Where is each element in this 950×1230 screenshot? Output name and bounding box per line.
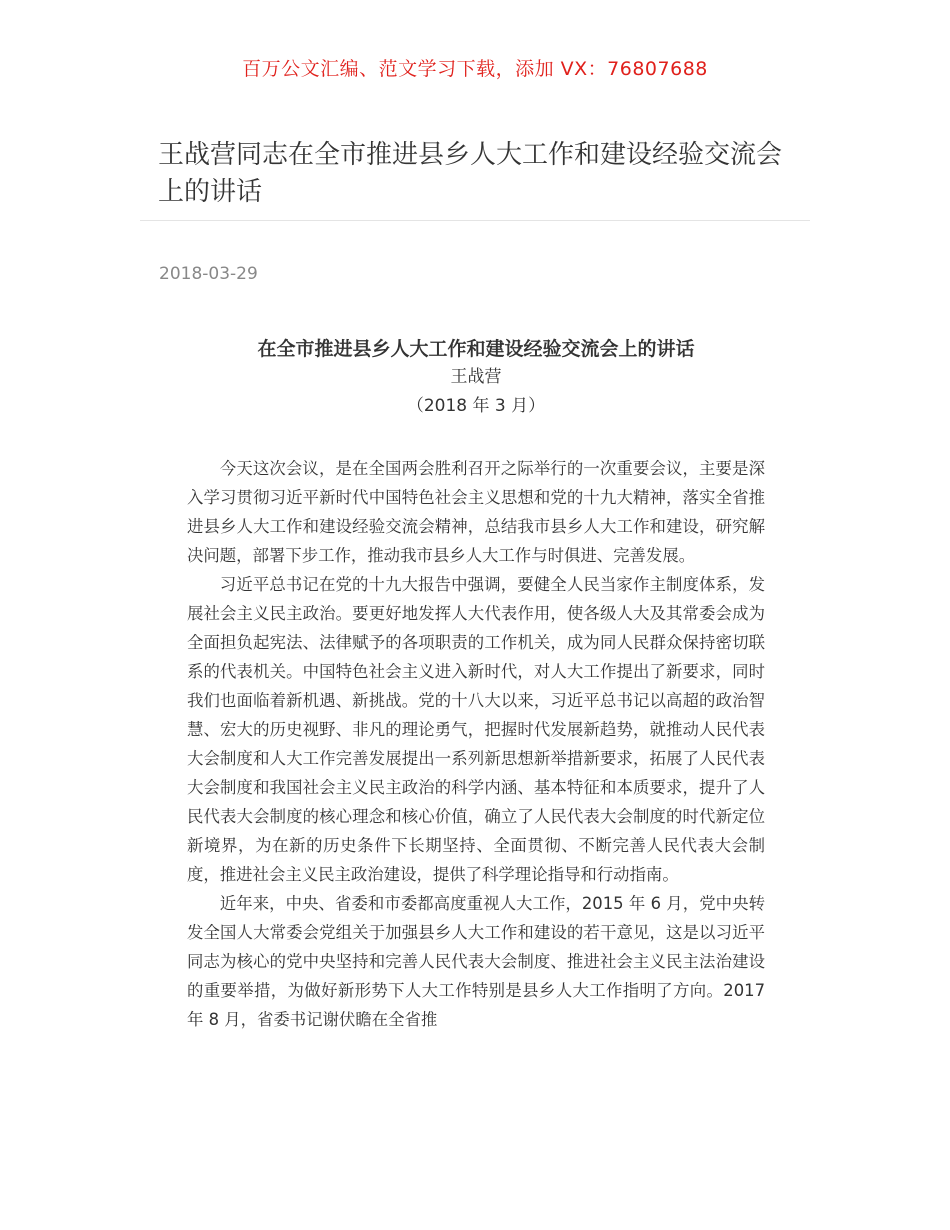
- article-body: [187, 454, 765, 1034]
- article-paragraph: 近年来，中央、省委和市委都高度重视人大工作，2015 年 6 月，党中央转发全国人大常委会党组关于加强县乡人大工作和建设的若干意见，这是以习近平同志为核心的党中央坚持和完善人民代表大会制度、推进社会主义民主法治建设的重要举措，为做好新形势下人大工作特别是县乡人大工作指明了方向。2017 年 8 月，省委书记谢伏瞻在全省推: [187, 894, 765, 1029]
- promo-banner: 百万公文汇编、范文学习下载，添加 VX：76807688: [242, 58, 708, 80]
- page-title: 王战营同志在全市推进县乡人大工作和建设经验交流会上的讲话: [158, 140, 783, 207]
- article: [187, 335, 765, 1034]
- title-divider: [140, 220, 810, 221]
- article-dateline: （2018 年 3 月）: [406, 396, 546, 416]
- article-author: 王战营: [450, 367, 502, 387]
- article-paragraph: 习近平总书记在党的十九大报告中强调，要健全人民当家作主制度体系，发展社会主义民主政治。要更好地发挥人大代表作用，使各级人大及其常委会成为全面担负起宪法、法律赋予的各项职责的工作机关，成为同人民群众保持密切联系的代表机关。中国特色社会主义进入新时代，对人大工作提出了新要求，同时我们也面临着新机遇、新挑战。党的十八大以来，习近平总书记以高超的政治智慧、宏大的历史视野、非凡的理论勇气，把握时代发展新趋势，就推动人民代表大会制度和人大工作完善发展提出一系列新思想新举措新要求，拓展了人民代表大会制度和我国社会主义民主政治的科学内涵、基本特征和本质要求，提升了人民代表大会制度的核心理念和核心价值，确立了人民代表大会制度的时代新定位新境界，为在新的历史条件下长期坚持、全面贯彻、不断完善人民代表大会制度，推进社会主义民主政治建设，提供了科学理论指导和行动指南。: [187, 575, 765, 884]
- article-paragraph: 今天这次会议，是在全国两会胜利召开之际举行的一次重要会议，主要是深入学习贯彻习近平新时代中国特色社会主义思想和党的十九大精神，落实全省推进县乡人大工作和建设经验交流会精神，总结我市县乡人大工作和建设，研究解决问题，部署下步工作，推动我市县乡人大工作与时俱进、完善发展。: [187, 459, 765, 565]
- article-heading: 在全市推进县乡人大工作和建设经验交流会上的讲话: [257, 338, 695, 360]
- post-date: 2018-03-29: [159, 264, 258, 284]
